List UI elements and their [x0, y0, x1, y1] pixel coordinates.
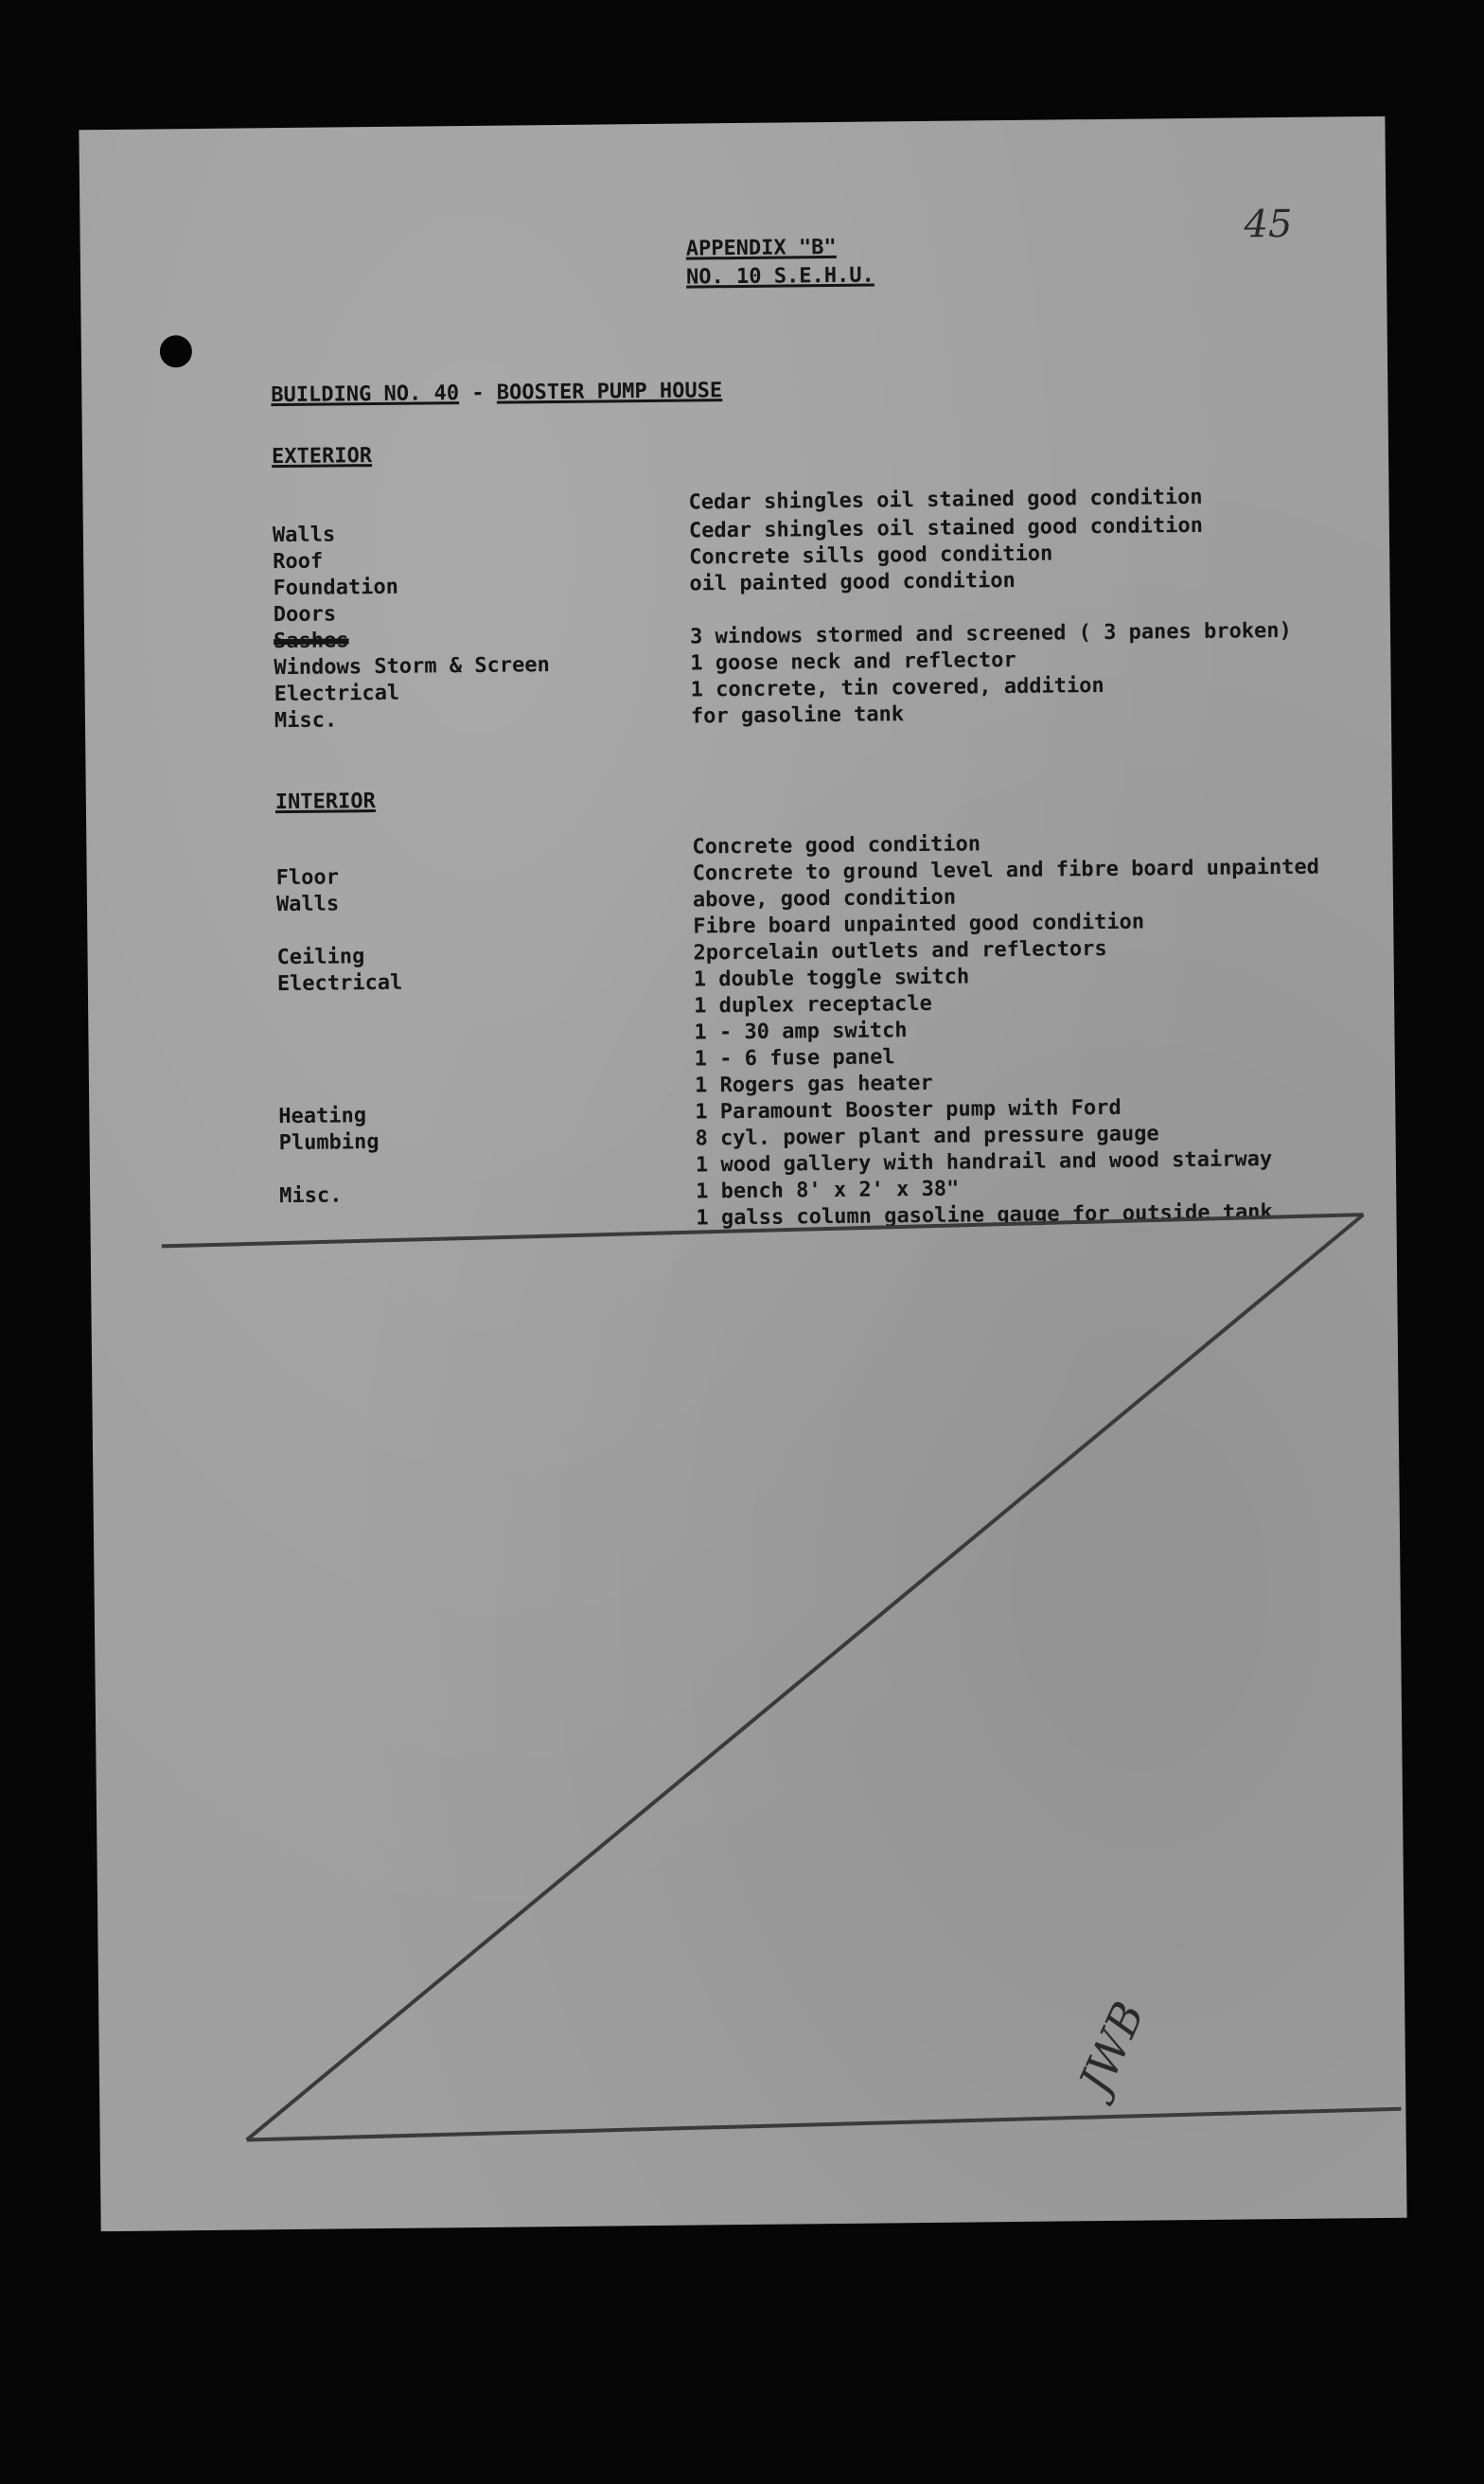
diagonal-cancel-line	[238, 1215, 1373, 2139]
item-value: 1 galss column gasoline gauge for outside tank	[696, 1200, 1273, 1231]
exterior-heading: EXTERIOR	[271, 444, 373, 470]
item-label: Doors	[273, 602, 337, 628]
building-name: BOOSTER PUMP HOUSE	[496, 379, 723, 405]
item-label-struck: Sashes	[273, 629, 349, 654]
item-value: Cedar shingles oil stained good condition	[688, 485, 1203, 515]
page-number-handwritten: 45	[1244, 202, 1293, 247]
cancellation-z-lines	[79, 116, 1406, 2231]
item-label: Windows Storm & Screen	[274, 653, 550, 681]
item-value: 8 cyl. power plant and pressure gauge	[695, 1122, 1159, 1151]
item-value: Cedar shingles oil stained good condition	[688, 513, 1204, 543]
bottom-rule-line	[246, 2109, 1401, 2140]
item-label: Floor	[275, 865, 340, 891]
item-value: Concrete to ground level and fibre board unpainted	[692, 855, 1320, 886]
item-label: Electrical	[276, 970, 403, 997]
item-value: for gasoline tank	[690, 702, 905, 729]
item-label: Walls	[275, 892, 340, 917]
item-value: 1 Paramount Booster pump with Ford	[695, 1095, 1122, 1125]
unit-label: NO. 10 S.E.H.U.	[685, 263, 874, 290]
item-value: oil painted good condition	[689, 568, 1016, 596]
item-label: Ceiling	[276, 945, 365, 970]
item-value: 1 bench 8' x 2' x 38"	[696, 1177, 960, 1204]
item-value: 1 - 30 amp switch	[694, 1019, 908, 1045]
item-value: 3 windows stormed and screened ( 3 panes broken)	[689, 618, 1292, 649]
item-label: Foundation	[273, 575, 399, 601]
interior-heading: INTERIOR	[274, 790, 376, 815]
item-value: 1 wood gallery with handrail and wood stairway	[695, 1147, 1273, 1178]
item-value: 1 duplex receptacle	[694, 991, 932, 1019]
item-label: Misc.	[274, 708, 338, 734]
document-page	[79, 116, 1406, 2231]
item-label: Roof	[273, 549, 324, 575]
appendix-label: APPENDIX "B"	[685, 235, 837, 261]
item-value: 1 double toggle switch	[693, 965, 970, 992]
title-separator: -	[471, 381, 485, 405]
item-value: Fibre board unpainted good condition	[693, 910, 1145, 939]
item-value: Concrete good condition	[692, 832, 981, 860]
item-label: Walls	[272, 523, 336, 548]
item-value: 2porcelain outlets and reflectors	[693, 936, 1107, 966]
item-value: 1 concrete, tin covered, addition	[690, 673, 1104, 702]
item-label: Electrical	[274, 681, 400, 707]
item-label: Plumbing	[278, 1130, 380, 1156]
item-value: 1 Rogers gas heater	[694, 1071, 933, 1098]
handwritten-initials: JWB	[1069, 1994, 1155, 2102]
item-value: 1 - 6 fuse panel	[694, 1045, 895, 1072]
building-number: BUILDING NO. 40	[271, 381, 460, 408]
item-label: Heating	[278, 1104, 367, 1129]
item-value: Concrete sills good condition	[689, 541, 1053, 570]
item-value: 1 goose neck and reflector	[690, 648, 1016, 676]
item-value: above, good condition	[692, 885, 957, 913]
top-rule-line	[162, 1215, 1364, 1246]
item-label: Misc.	[279, 1183, 343, 1209]
